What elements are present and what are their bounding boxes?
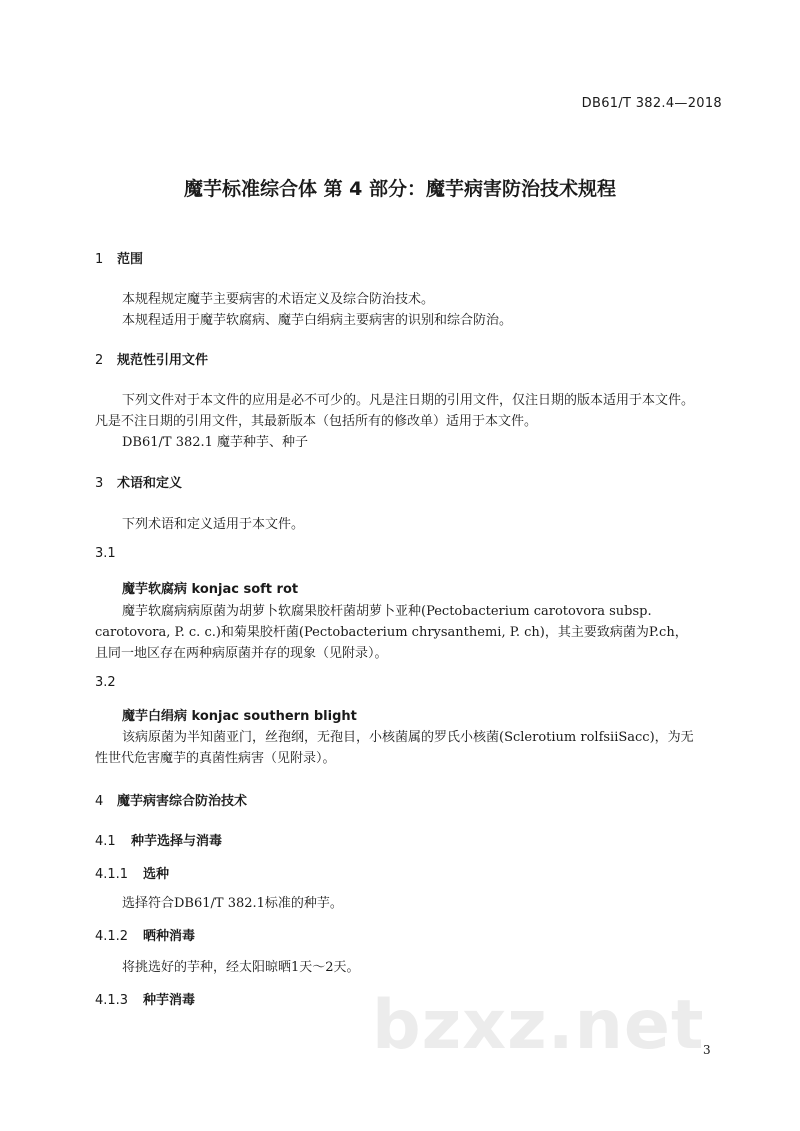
- subsection-title: 种芋选择与消毒: [131, 834, 223, 849]
- paragraph: 凡是不注日期的引用文件，其最新版本（包括所有的修改单）适用于本文件。: [95, 414, 538, 429]
- subsection-4-1-2-heading: [95, 925, 195, 944]
- definition-line: carotovora, P. c. c.)和菊果胶杆菌(Pectobacterium chrysanthemi, P. ch)，其主要致病菌为P.ch，: [95, 625, 688, 640]
- paragraph: 选择符合DB61/T 382.1标准的种芋。: [122, 896, 343, 911]
- section-title: 范围: [117, 252, 144, 267]
- section-number: 1: [95, 252, 104, 267]
- definition-line: 且同一地区存在两种病原菌并存的现象（见附录）。: [95, 646, 388, 661]
- section-number: 2: [95, 353, 104, 368]
- normative-reference: DB61/T 382.1 魔芋种芋、种子: [122, 435, 309, 450]
- subsection-number: 4.1: [95, 834, 116, 849]
- subsection-number: 4.1.3: [95, 993, 129, 1008]
- document-code: DB61/T 382.4—2018: [581, 96, 722, 111]
- section-3-heading: [95, 472, 182, 491]
- section-number: 3: [95, 476, 104, 491]
- definition-line: 魔芋软腐病病原菌为胡萝卜软腐果胶杆菌胡萝卜亚种(Pectobacterium carotovora subsp.: [122, 604, 652, 619]
- definition-line: 该病原菌为半知菌亚门，丝孢纲，无孢目，小核菌属的罗氏小核菌(Sclerotium rolfsiiSacc)，为无: [122, 730, 694, 745]
- subsection-title: 种芋消毒: [143, 993, 196, 1008]
- section-4-heading: [95, 790, 247, 809]
- paragraph: 本规程规定魔芋主要病害的术语定义及综合防治技术。: [122, 292, 435, 307]
- section-title: 规范性引用文件: [117, 353, 209, 368]
- paragraph: 本规程适用于魔芋软腐病、魔芋白绢病主要病害的识别和综合防治。: [122, 313, 513, 328]
- term-heading: 魔芋白绢病 konjac southern blight: [122, 709, 357, 724]
- subsection-4-1-1-heading: [95, 863, 169, 882]
- page-title: 魔芋标准综合体 第 4 部分：魔芋病害防治技术规程: [183, 178, 617, 200]
- section-title: 魔芋病害综合防治技术: [117, 794, 248, 809]
- section-title: 术语和定义: [117, 476, 183, 491]
- subsection-title: 选种: [143, 867, 170, 882]
- section-2-heading: [95, 349, 208, 368]
- paragraph: 下列文件对于本文件的应用是必不可少的。凡是注日期的引用文件，仅注日期的版本适用于本文件。: [122, 393, 695, 408]
- subsection-number: 4.1.2: [95, 929, 129, 944]
- section-number: 4: [95, 794, 104, 809]
- clause-number: 3.1: [95, 546, 116, 561]
- clause-number: 3.2: [95, 675, 116, 690]
- section-1-heading: [95, 248, 143, 267]
- paragraph: 下列术语和定义适用于本文件。: [122, 517, 305, 532]
- page-number: 3: [703, 1043, 711, 1057]
- subsection-number: 4.1.1: [95, 867, 129, 882]
- definition-line: 性世代危害魔芋的真菌性病害（见附录）。: [95, 751, 336, 766]
- subsection-4-1-3-heading: [95, 989, 195, 1008]
- term-heading: 魔芋软腐病 konjac soft rot: [122, 582, 299, 597]
- paragraph: 将挑选好的芋种，经太阳晾晒1天～2天。: [122, 960, 360, 975]
- subsection-title: 晒种消毒: [143, 929, 196, 944]
- subsection-4-1-heading: [95, 830, 222, 849]
- watermark: bzxz.net: [372, 986, 705, 1065]
